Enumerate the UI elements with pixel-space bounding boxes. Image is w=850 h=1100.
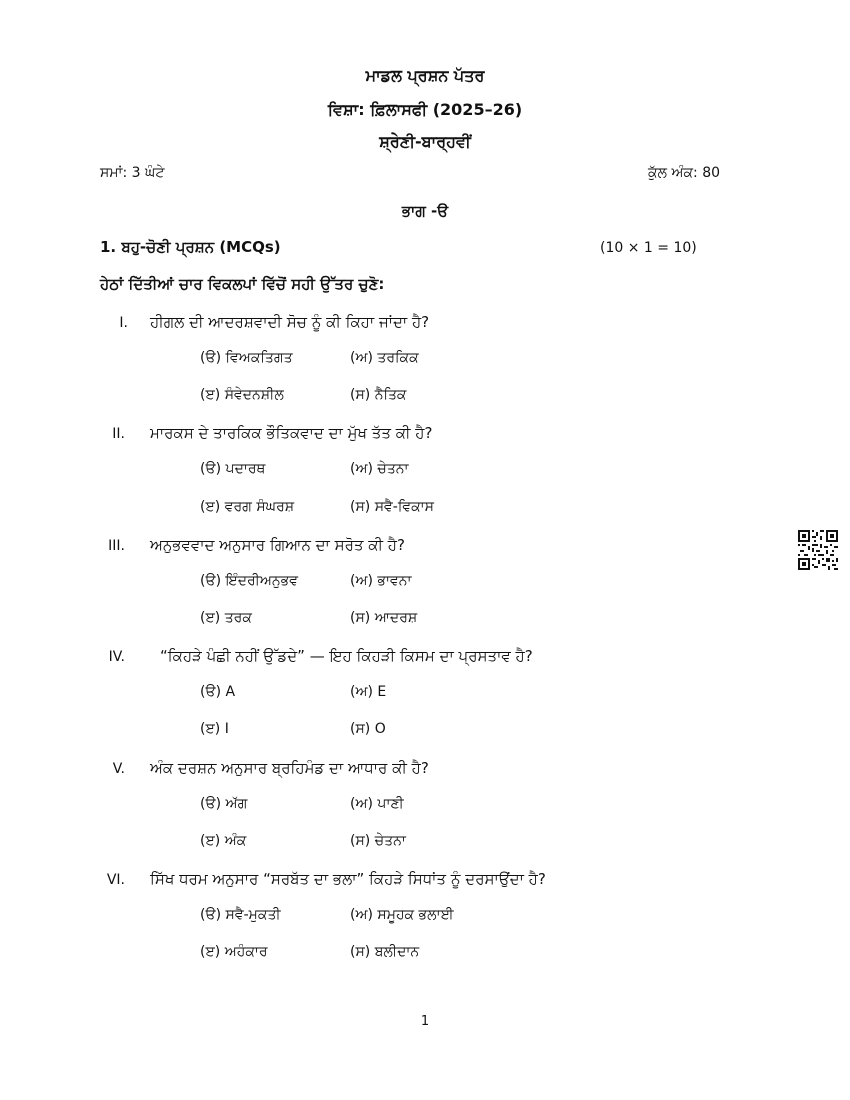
option-c: (ੲ) ਵਰਗ ਸੰਘਰਸ਼ xyxy=(200,499,295,515)
section-marks: (10 × 1 = 10) xyxy=(600,240,697,256)
option-d: (ਸ) ਨੈਤਿਕ xyxy=(350,387,407,403)
option-a: (ੳ) A xyxy=(200,684,236,700)
option-b: (ਅ) ਸਮੂਹਕ ਭਲਾਈ xyxy=(350,907,454,923)
subject-line: ਵਿਸ਼ਾ: ਫ਼ਿਲਾਸਫੀ (2025–26) xyxy=(327,100,523,119)
option-a: (ੳ) ਇੰਦਰੀਅਨੁਭਵ xyxy=(200,573,299,589)
question-number: I. xyxy=(119,315,128,331)
option-d: (ਸ) ਬਲੀਦਾਨ xyxy=(350,944,420,960)
option-a: (ੳ) ਵਿਅਕਤਿਗਤ xyxy=(200,350,293,366)
option-d: (ਸ) ਸਵੈ-ਵਿਕਾਸ xyxy=(350,499,434,515)
question-number: III. xyxy=(108,538,125,554)
page-number: 1 xyxy=(420,1014,430,1029)
question-number: VI. xyxy=(106,872,125,888)
section-heading: 1. ਬਹੁ-ਚੋਣੀ ਪ੍ਰਸ਼ਨ (MCQs) xyxy=(100,238,281,256)
question-text: ਸਿੱਖ ਧਰਮ ਅਨੁਸਾਰ “ਸਰਬੱਤ ਦਾ ਭਲਾ” ਕਿਹੜੇ ਸਿਧਾਂਤ ਨੂੰ ਦਰਸਾਉਂਦਾ ਹੈ? xyxy=(150,870,546,888)
question-text: ਅੰਕ ਦਰਸ਼ਨ ਅਨੁਸਾਰ ਬ੍ਰਹਿਮੰਡ ਦਾ ਆਧਾਰ ਕੀ ਹੈ? xyxy=(150,759,429,777)
question-text: “ਕਿਹੜੇ ਪੰਛੀ ਨਹੀਂ ਉੱਡਦੇ” — ਇਹ ਕਿਹੜੀ ਕਿਸਮ ਦਾ ਪ੍ਰਸਤਾਵ ਹੈ? xyxy=(160,647,533,665)
question-number: II. xyxy=(112,426,125,442)
option-d: (ਸ) ਚੇਤਨਾ xyxy=(350,833,406,849)
option-d: (ਸ) O xyxy=(350,721,386,737)
question-number: IV. xyxy=(108,649,125,665)
option-c: (ੲ) I xyxy=(200,721,229,737)
option-c: (ੲ) ਸੰਵੇਦਨਸ਼ੀਲ xyxy=(200,387,284,403)
class-line: ਸ਼੍ਰੇਣੀ-ਬਾਰ੍ਹਵੀਂ xyxy=(379,132,471,151)
option-d: (ਸ) ਆਦਰਸ਼ xyxy=(350,610,418,626)
question-text: ਮਾਰਕਸ ਦੇ ਤਾਰਕਿਕ ਭੌਤਿਕਵਾਦ ਦਾ ਮੁੱਖ ਤੱਤ ਕੀ ਹੈ? xyxy=(150,424,433,442)
option-a: (ੳ) ਅੱਗ xyxy=(200,796,248,812)
part-heading: ਭਾਗ -ੳ xyxy=(401,202,449,220)
paper-title: ਮਾਡਲ ਪ੍ਰਸ਼ਨ ਪੱਤਰ xyxy=(365,66,485,85)
option-b: (ਅ) E xyxy=(350,684,387,700)
option-b: (ਅ) ਤਰਕਿਕ xyxy=(350,350,419,366)
instruction: ਹੇਠਾਂ ਦਿੱਤੀਆਂ ਚਾਰ ਵਿਕਲਪਾਂ ਵਿੱਚੋਂ ਸਹੀ ਉੱਤਰ ਚੁਣੋ: xyxy=(100,275,385,293)
option-b: (ਅ) ਭਾਵਨਾ xyxy=(350,573,412,589)
question-text: ਹੀਗਲ ਦੀ ਆਦਰਸ਼ਵਾਦੀ ਸੋਚ ਨੂੰ ਕੀ ਕਿਹਾ ਜਾਂਦਾ ਹੈ? xyxy=(150,313,430,331)
option-c: (ੲ) ਅਹੰਕਾਰ xyxy=(200,944,268,960)
option-a: (ੳ) ਸਵੈ-ਮੁਕਤੀ xyxy=(200,907,281,923)
question-text: ਅਨੁਭਵਵਾਦ ਅਨੁਸਾਰ ਗਿਆਨ ਦਾ ਸਰੋਤ ਕੀ ਹੈ? xyxy=(150,536,405,554)
total-marks: ਕੁੱਲ ਅੰਕ: 80 xyxy=(648,165,721,181)
option-c: (ੲ) ਤਰਕ xyxy=(200,610,252,626)
time-allowed: ਸਮਾਂ: 3 ਘੰਟੇ xyxy=(100,165,165,181)
option-c: (ੲ) ਅੰਕ xyxy=(200,833,247,849)
option-b: (ਅ) ਚੇਤਨਾ xyxy=(350,461,409,477)
question-number: V. xyxy=(112,761,125,777)
qr-code-icon xyxy=(798,530,838,570)
option-b: (ਅ) ਪਾਣੀ xyxy=(350,796,404,812)
option-a: (ੳ) ਪਦਾਰਥ xyxy=(200,461,266,477)
